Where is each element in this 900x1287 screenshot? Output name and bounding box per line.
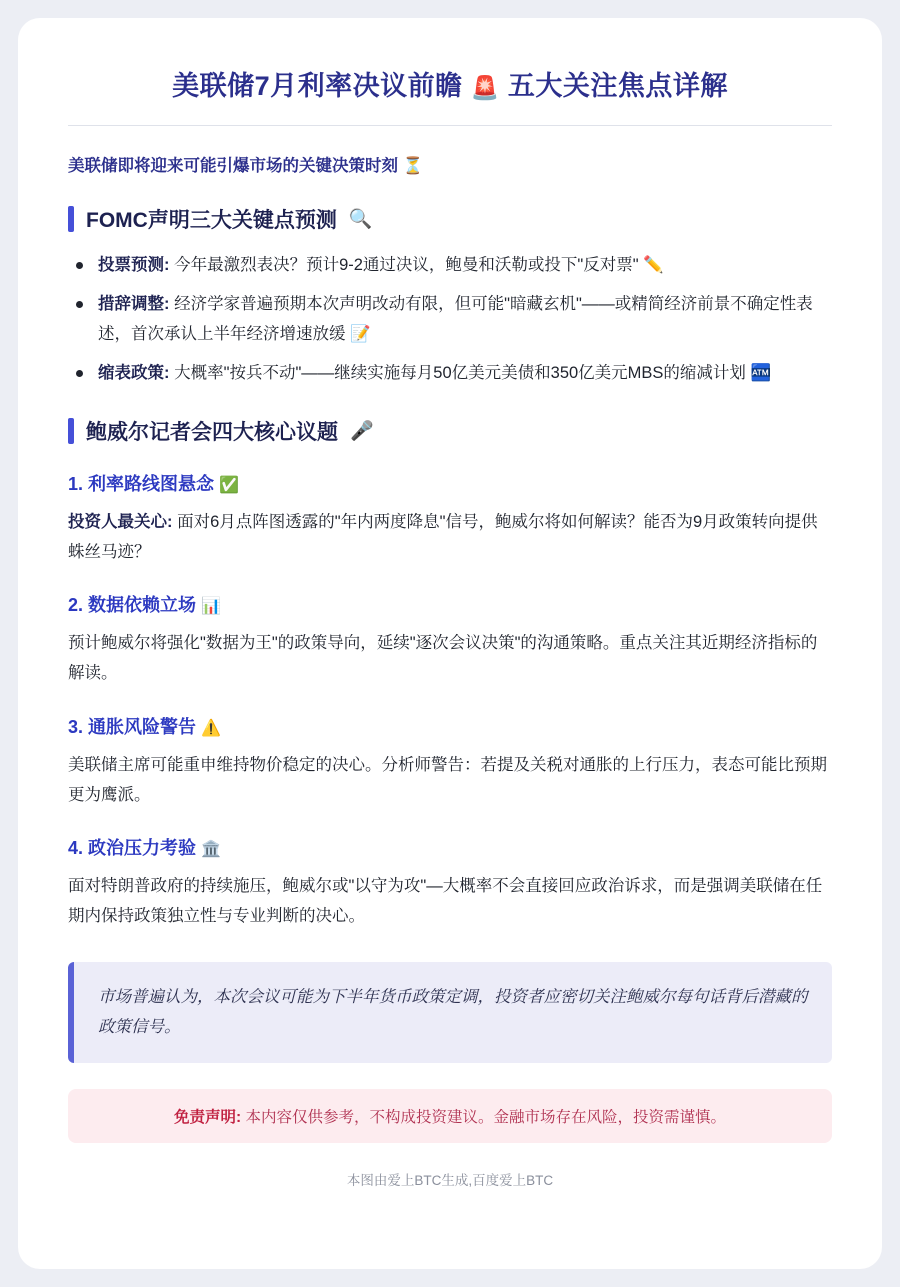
subsection-title-4 — [68, 834, 832, 860]
fomc-bullet-list — [68, 250, 832, 388]
subsection-text-1: 面对6月点阵图透露的"年内两度降息"信号，鲍威尔将如何解读？能否为9月政策转向提供蛛丝马迹？ — [68, 513, 818, 561]
footer-credit: 本图由爱上BTC生成,百度爱上BTC — [346, 1172, 554, 1188]
subsection-title-1-label: 1. 利率路线图悬念 — [68, 474, 215, 495]
accent-bar — [68, 418, 74, 444]
subsection-lead-1: 投资人最关心: — [68, 513, 173, 532]
siren-icon: 🚨 — [470, 74, 500, 101]
page-title-tail: 五大关注焦点详解 — [507, 71, 728, 101]
disclaimer-banner — [68, 1089, 832, 1143]
subsection-title-3 — [68, 713, 832, 739]
section-heading-powell — [68, 416, 832, 446]
microphone-icon: 🎤 — [350, 421, 374, 443]
section-heading-powell-label: 鲍威尔记者会四大核心议题 — [86, 421, 338, 445]
subsection-body-1 — [68, 508, 832, 567]
subsection-title-4-label: 4. 政治压力考验 — [68, 838, 197, 859]
subsection-body-4 — [68, 872, 832, 931]
page-title — [68, 64, 832, 126]
bullet-label: 措辞调整: — [98, 294, 170, 313]
magnifier-icon: 🔍 — [348, 209, 373, 230]
subsection-title-1 — [68, 470, 832, 496]
subsection-text-3: 美联储主席可能重申维持物价稳定的决心。分析师警告：若提及关税对通胀的上行压力，表态可能比预期更为鹰派。 — [68, 755, 827, 804]
page-title-main: 美联储7月利率决议前瞻 — [172, 71, 463, 101]
article-card — [18, 18, 882, 1269]
subsection-body-3 — [68, 751, 832, 810]
section-heading-fomc — [68, 204, 832, 234]
pull-quote: 市场普遍认为，本次会议可能为下半年货币政策定调，投资者应密切关注鲍威尔每句话背后潜藏的政策信号。 — [68, 962, 832, 1063]
subsection-title-2 — [68, 591, 832, 617]
bar-chart-icon: 📊 — [201, 598, 221, 616]
subsection-title-2-label: 2. 数据依赖立场 — [68, 595, 197, 616]
disclaimer-text: 本内容仅供参考，不构成投资建议。金融市场存在风险，投资需谨慎。 — [241, 1108, 726, 1126]
bullet-label: 投票预测: — [98, 256, 170, 274]
disclaimer-label: 免责声明: — [174, 1108, 242, 1126]
check-icon: ✅ — [219, 477, 239, 495]
warning-icon: ⚠️ — [201, 719, 221, 737]
section-heading-fomc-label: FOMC声明三大关键点预测 — [86, 209, 337, 232]
list-item — [92, 289, 832, 350]
subsection-text-2: 预计鲍威尔将强化"数据为王"的政策导向，延续"逐次会议决策"的沟通策略。重点关注其近期经济指标的解读。 — [68, 634, 818, 683]
list-item — [92, 358, 832, 389]
lede-text: 美联储即将迎来可能引爆市场的关键决策时刻 ⏳ — [68, 157, 424, 175]
bullet-text: 大概率"按兵不动"——继续实施每月50亿美元美债和350亿美元MBS的缩减计划 🏧 — [169, 363, 772, 382]
bullet-label: 缩表政策: — [98, 363, 170, 382]
subsection-body-2 — [68, 629, 832, 688]
list-item — [92, 250, 832, 281]
bullet-text: 今年最激烈表决？预计9-2通过决议，鲍曼和沃勒或投下"反对票" ✏️ — [169, 256, 664, 274]
bullet-text: 经济学家普遍预期本次声明改动有限，但可能"暗藏玄机"——或精简经济前景不确定性表述，首次承认上半年经济增速放缓 📝 — [98, 294, 813, 344]
accent-bar — [68, 206, 74, 232]
bank-icon: 🏛️ — [201, 841, 221, 859]
subsection-text-4: 面对特朗普政府的持续施压，鲍威尔或"以守为攻"—大概率不会直接回应政治诉求，而是强调美联储在任期内保持政策独立性与专业判断的决心。 — [68, 877, 823, 925]
subsection-title-3-label: 3. 通胀风险警告 — [68, 716, 197, 737]
